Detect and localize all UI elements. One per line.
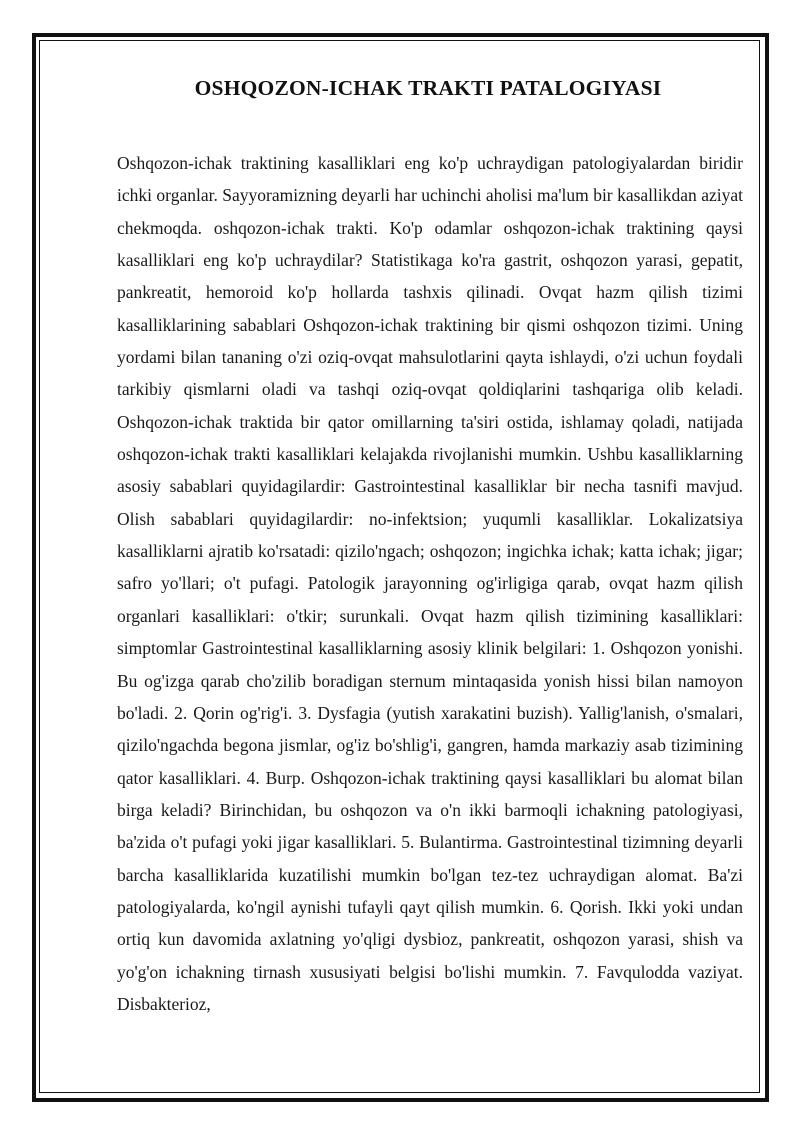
- document-title: OSHQOZON-ICHAK TRAKTI PATALOGIYASI: [194, 76, 662, 100]
- document-body-paragraph: Oshqozon-ichak traktining kasalliklari eng ko'p uchraydigan patologiyalardan biridir ichki organlar. Sayyoramizning deyarli har uchinchi aholisi ma'lum bir kasallikdan aziyat chekmoqda. oshqozon-ichak trakti. Ko'p odamlar oshqozon-ichak traktining qaysi kasalliklari eng ko'p uchraydilar? Statistikaga ko'ra gastrit, oshqozon yarasi, gepatit, pankreatit, hemoroid ko'p hollarda tashxis qilinadi. Ovqat hazm qilish tizimi kasalliklarining sabablari Oshqozon-ichak traktining bir qismi oshqozon tizimi. Uning yordami bilan tananing o'zi oziq-ovqat mahsulotlarini qayta ishlaydi, o'zi uchun foydali tarkibiy qismlarni oladi va tashqi oziq-ovqat qoldiqlarini tashqariga olib keladi. Oshqozon-ichak traktida bir qator omillarning ta'siri ostida, ishlamay qoladi, natijada oshqozon-ichak trakti kasalliklari kelajakda rivojlanishi mumkin. Ushbu kasalliklarning asosiy sabablari quyidagilardir: Gastrointestinal kasalliklar bir necha tasnifi mavjud. Olish sabablari quyidagilardir: no-infektsion; yuqumli kasalliklar. Lokalizatsiya kasalliklarni ajratib ko'rsatadi: qizilo'ngach; oshqozon; ingichka ichak; katta ichak; jigar; safro yo'llari; o't pufagi. Patologik jarayonning og'irligiga qarab, ovqat hazm qilish organlari kasalliklari: o'tkir; surunkali. Ovqat hazm qilish tizimining kasalliklari: simptomlar Gastrointestinal kasalliklarning asosiy klinik belgilari: 1. Oshqozon yonishi. Bu og'izga qarab cho'zilib boradigan sternum mintaqasida yonish hissi bilan namoyon bo'ladi. 2. Qorin og'rig'i. 3. Dysfagia (yutish xarakatini buzish). Yallig'lanish, o'smalari, qizilo'ngachda begona jismlar, og'iz bo'shlig'i, gangren, hamda markaziy asab tizimining qator kasalliklari. 4. Burp. Oshqozon-ichak traktining qaysi kasalliklari bu alomat bilan birga keladi? Birinchidan, bu oshqozon va o'n ikki barmoqli ichakning patologiyasi, ba'zida o't pufagi yoki jigar kasalliklari. 5. Bulantirma. Gastrointestinal tizimning deyarli barcha kasalliklarida kuzatilishi mumkin bo'lgan tez-tez uchraydigan alomat. Ba'zi patologiyalarda, ko'ngil aynishi tufayli qayt qilish mumkin. 6. Qorish. Ikki yoki undan ortiq kun davomida axlatning yo'qligi dysbioz, pankreatit, oshqozon yarasi, shish va yo'g'on ichakning tirnash xususiyati belgisi bo'lishi mumkin. 7. Favqulodda vaziyat. Disbakterioz,: [117, 153, 743, 1014]
